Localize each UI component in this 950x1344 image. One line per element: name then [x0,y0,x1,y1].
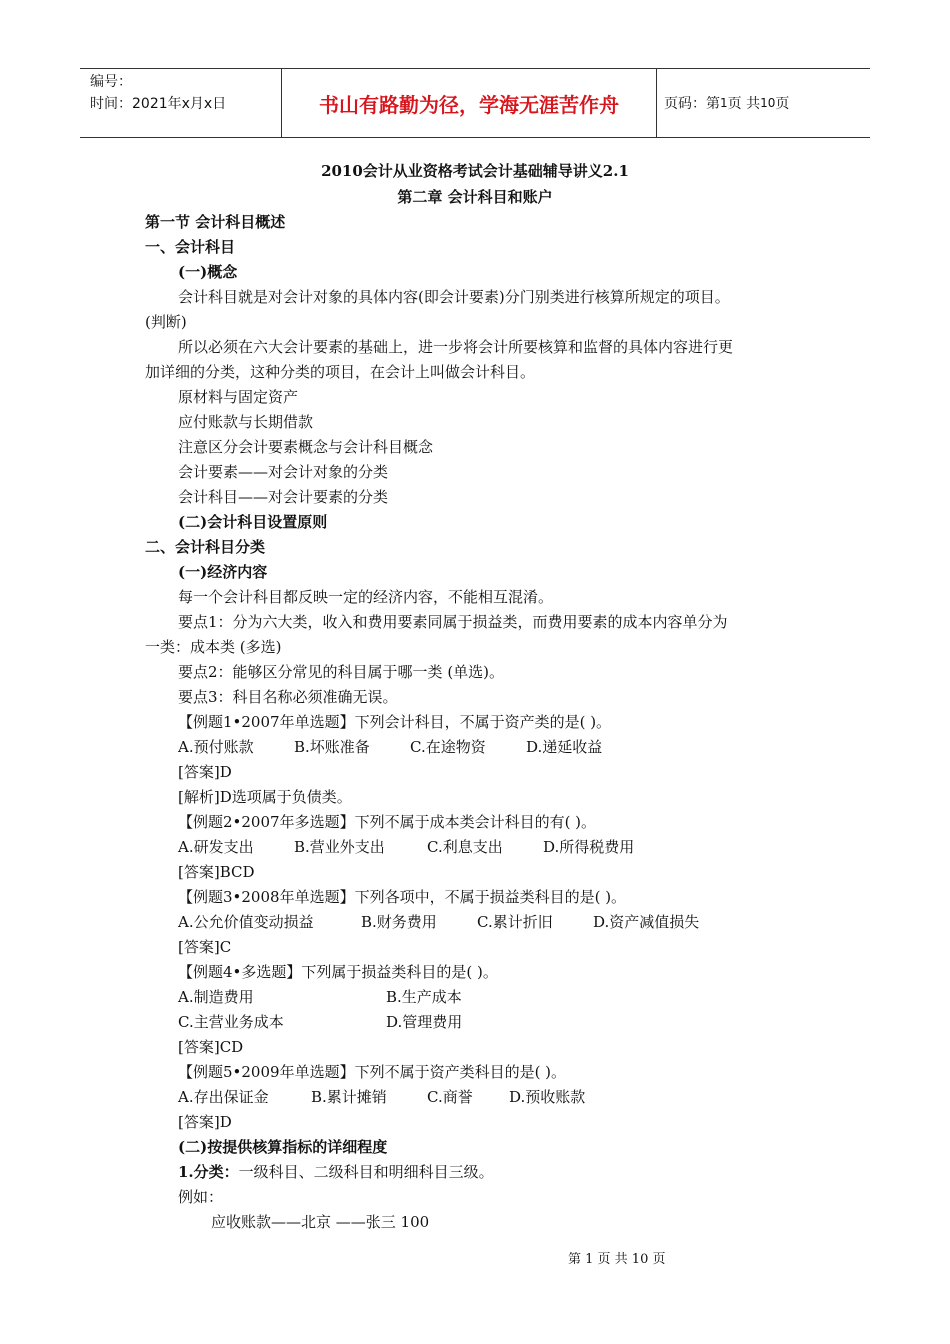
answer-line: [答案]BCD [178,863,255,881]
heading-1: 二、会计科目分类 [145,538,266,556]
paragraph-line: 所以必须在六大会计要素的基础上，进一步将会计所要核算和监督的具体内容进行更 [178,338,734,356]
page-label: 页码：第 [664,96,720,112]
answer-line: [答案]D [178,1113,232,1131]
answer-line: [答案]CD [178,1038,244,1056]
option: A.存出保证金 [178,1088,269,1106]
paragraph-line: 会计科目——对会计要素的分类 [178,488,389,506]
code-label: 编号： [90,74,132,90]
question-line: 【例题2•2007年多选题】下列不属于成本类会计科目的有( )。 [178,813,597,831]
footer-page-number: 第 1 页 共 10 页 [568,1252,666,1267]
question-line: 【例题4•多选题】下列属于损益类科目的是( )。 [178,963,498,981]
paragraph-line: 应付账款与长期借款 [178,413,314,431]
question-line: 【例题1•2007年单选题】下列会计科目，不属于资产类的是( )。 [178,713,612,731]
paragraph-line: 例如： [178,1188,224,1206]
option: B.财务费用 [361,913,437,931]
question-line: 【例题3•2008年单选题】下列各项中，不属于损益类科目的是( )。 [178,888,627,906]
option: C.在途物资 [410,738,486,756]
heading-2: (二)按提供核算指标的详细程度 [178,1138,388,1156]
example-line: 应收账款——北京 ——张三 100 [211,1213,430,1231]
section-heading: 第一节 会计科目概述 [145,213,286,231]
header-meta [80,69,280,139]
paragraph-line: 加详细的分类，这种分类的项目，在会计上叫做会计科目。 [145,363,536,381]
paragraph-line: 要点1：分为六大类，收入和费用要素同属于损益类，而费用要素的成本内容单分为 [178,613,728,631]
answer-line: [答案]D [178,763,232,781]
heading-2: (二)会计科目设置原则 [178,513,328,531]
date-label: 时间：2021年x月x日 [90,96,227,112]
header-page-info [656,69,878,137]
paragraph-line: 会计科目就是对会计对象的具体内容(即会计要素)分门别类进行核算所规定的项目。 [178,288,730,306]
option: B.坏账准备 [294,738,370,756]
paragraph-line: 原材料与固定资产 [178,388,299,406]
paragraph-line: 一类：成本类 (多选) [145,638,282,656]
motto-text: 书山有路勤为径，学海无涯苦作舟 [319,92,619,117]
paragraph-line: 要点3：科目名称必须准确无误。 [178,688,398,706]
page-end: 页 [775,96,790,112]
heading-1: 一、会计科目 [145,238,236,256]
option: B.营业外支出 [294,838,385,856]
option: A.研发支出 [178,838,254,856]
paragraph-line: 要点2：能够区分常见的科目属于哪一类 (单选)。 [178,663,505,681]
question-line: 【例题5•2009年单选题】下列不属于资产类科目的是( )。 [178,1063,567,1081]
classification-line [178,1161,494,1182]
header-motto [281,69,657,137]
doc-title: 2010会计从业资格考试会计基础辅导讲义2.1 [321,162,629,180]
option: C.累计折旧 [477,913,553,931]
option: A.制造费用 [178,988,254,1006]
paragraph-line: 注意区分会计要素概念与会计科目概念 [178,438,434,456]
option: B.累计摊销 [311,1088,387,1106]
document-header [80,68,870,138]
option: B.生产成本 [386,988,462,1006]
option: C.利息支出 [427,838,503,856]
paragraph-line: 每一个会计科目都反映一定的经济内容，不能相互混淆。 [178,588,554,606]
option: A.预付账款 [178,738,254,756]
option: D.管理费用 [386,1013,463,1031]
option: A.公允价值变动损益 [178,913,314,931]
paragraph-line: (判断) [145,313,187,331]
option: D.预收账款 [509,1088,586,1106]
option: D.所得税费用 [543,838,635,856]
option: D.递延收益 [526,738,603,756]
classification-text: 一级科目、二级科目和明细科目三级。 [238,1163,494,1181]
option: D.资产减值损失 [593,913,700,931]
analysis-line: [解析]D选项属于负债类。 [178,788,352,806]
paragraph-line: 会计要素——对会计对象的分类 [178,463,389,481]
page-current: 1 [720,96,728,110]
page-mid: 页 共 [727,96,761,112]
classification-label: 1.分类： [178,1163,239,1181]
option: C.商誉 [427,1088,473,1106]
option: C.主营业务成本 [178,1013,284,1031]
chapter-title: 第二章 会计科目和账户 [397,188,553,206]
heading-2: (一)概念 [178,263,238,281]
page-total: 10 [760,96,776,110]
heading-2: (一)经济内容 [178,563,268,581]
answer-line: [答案]C [178,938,232,956]
